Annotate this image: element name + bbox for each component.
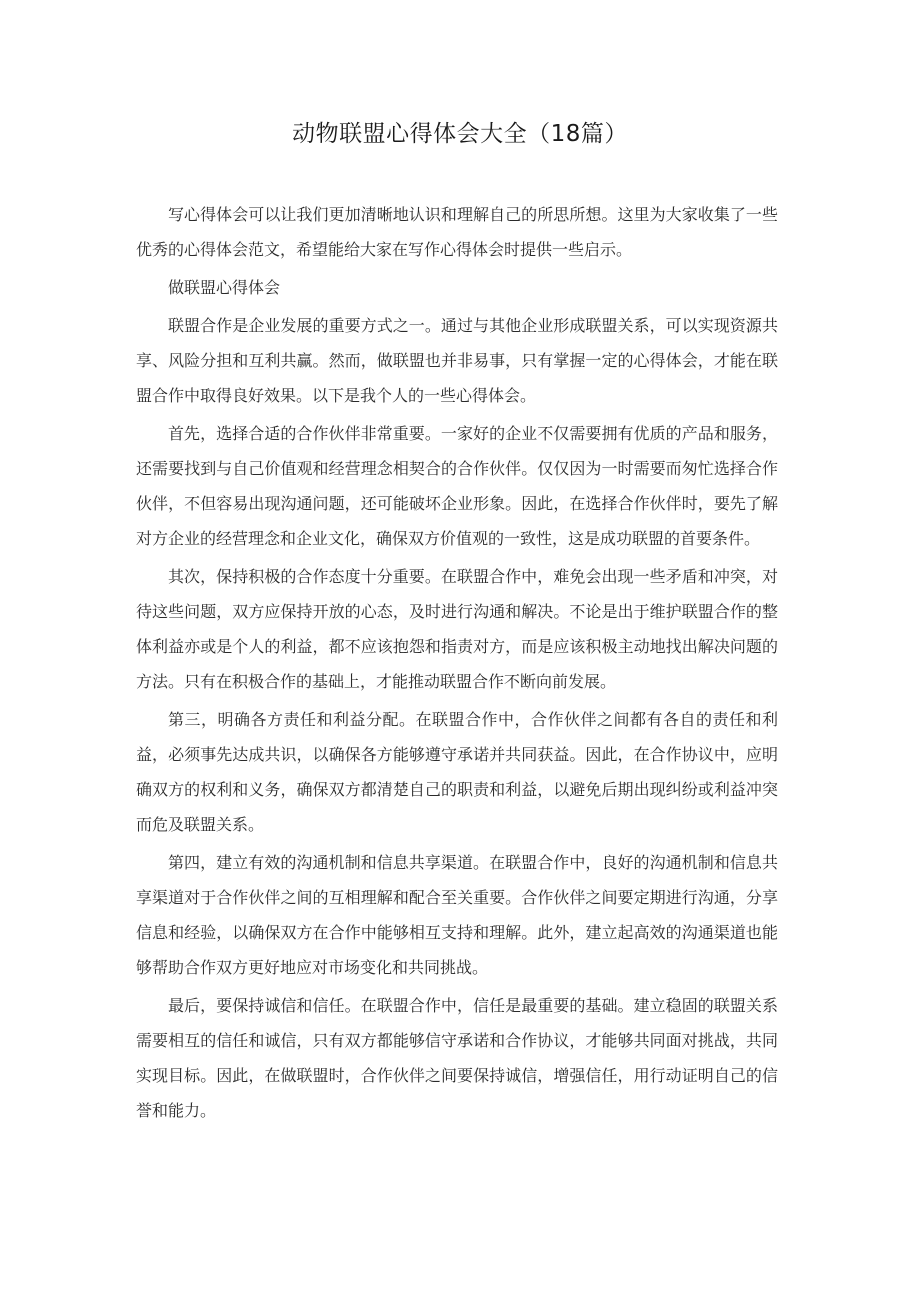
body-paragraph: 最后，要保持诚信和信任。在联盟合作中，信任是最重要的基础。建立稳固的联盟关系需要相互的信任和诚信，只有双方都能够信守承诺和合作协议，才能够共同面对挑战，共同实现目标。因此，在做联盟时，合作伙伴之间要保持诚信，增强信任，用行动证明自己的信誉和能力。	[136, 996, 778, 1120]
section-heading: 做联盟心得体会	[168, 278, 281, 297]
body-paragraph: 第三，明确各方责任和利益分配。在联盟合作中，合作伙伴之间都有各自的责任和利益，必须事先达成共识，以确保各方能够遵守承诺并共同获益。因此，在合作协议中，应明确双方的权利和义务，确保双方都清楚自己的职责和利益，以避免后期出现纠纷或利益冲突而危及联盟关系。	[136, 710, 778, 834]
document-title: 动物联盟心得体会大全（18篇）	[292, 121, 628, 147]
body-paragraph: 第四，建立有效的沟通机制和信息共享渠道。在联盟合作中，良好的沟通机制和信息共享渠道对于合作伙伴之间的互相理解和配合至关重要。合作伙伴之间要定期进行沟通，分享信息和经验，以确保双方在合作中能够相互支持和理解。此外，建立起高效的沟通渠道也能够帮助合作双方更好地应对市场变化和共同挑战。	[136, 853, 778, 977]
document-body	[136, 197, 778, 1131]
body-paragraph: 联盟合作是企业发展的重要方式之一。通过与其他企业形成联盟关系，可以实现资源共享、风险分担和互利共赢。然而，做联盟也并非易事，只有掌握一定的心得体会，才能在联盟合作中取得良好效果。以下是我个人的一些心得体会。	[136, 316, 778, 405]
body-paragraph: 其次，保持积极的合作态度十分重要。在联盟合作中，难免会出现一些矛盾和冲突，对待这些问题，双方应保持开放的心态，及时进行沟通和解决。不论是出于维护联盟合作的整体利益亦或是个人的利益，都不应该抱怨和指责对方，而是应该积极主动地找出解决问题的方法。只有在积极合作的基础上，才能推动联盟合作不断向前发展。	[136, 567, 778, 691]
intro-paragraph: 写心得体会可以让我们更加清晰地认识和理解自己的所思所想。这里为大家收集了一些优秀的心得体会范文，希望能给大家在写作心得体会时提供一些启示。	[136, 205, 778, 259]
body-paragraph: 首先，选择合适的合作伙伴非常重要。一家好的企业不仅需要拥有优质的产品和服务，还需要找到与自己价值观和经营理念相契合的合作伙伴。仅仅因为一时需要而匆忙选择合作伙伴，不但容易出现沟通问题，还可能破坏企业形象。因此，在选择合作伙伴时，要先了解对方企业的经营理念和企业文化，确保双方价值观的一致性，这是成功联盟的首要条件。	[136, 424, 778, 548]
